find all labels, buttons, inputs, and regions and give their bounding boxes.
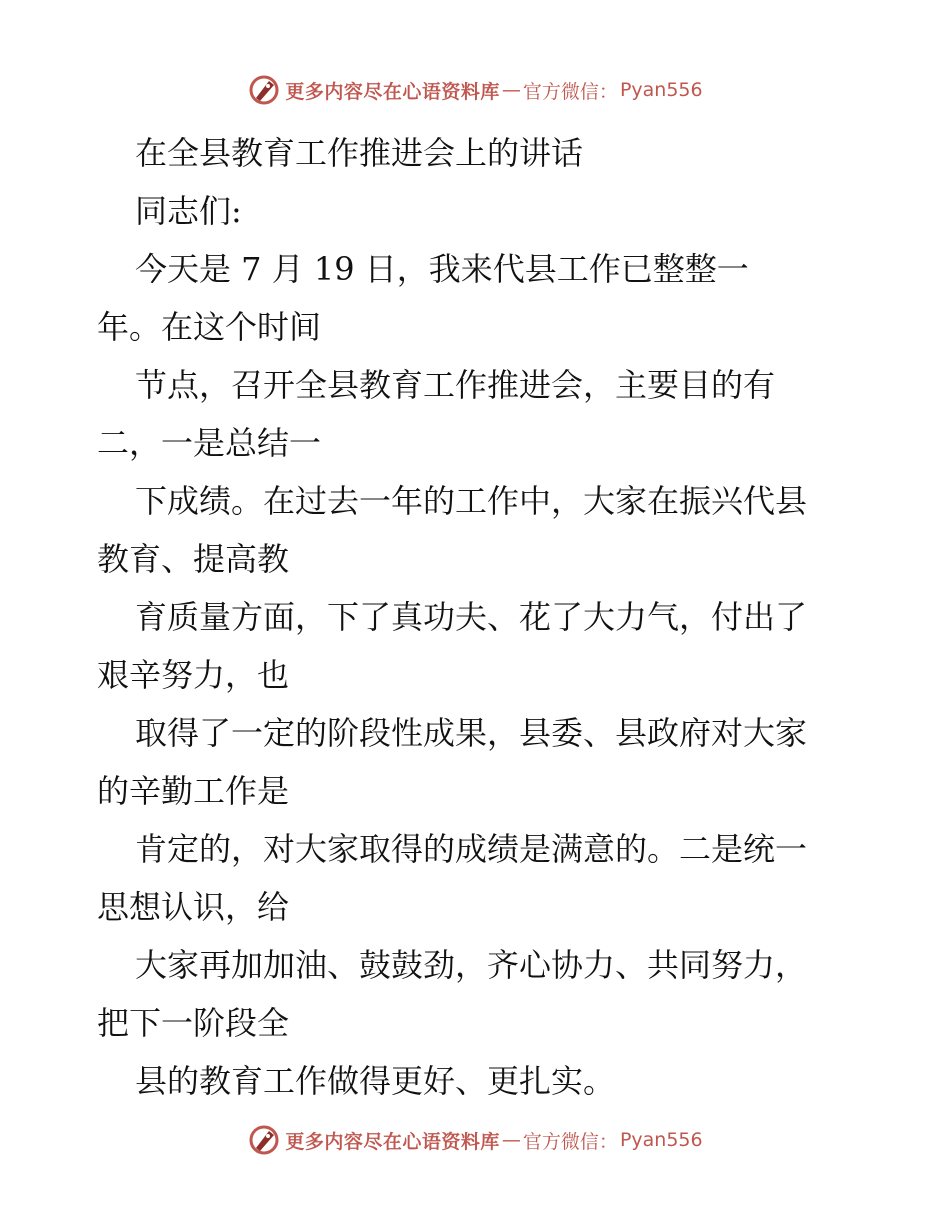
banner-dash: — — [501, 1129, 521, 1151]
banner-promo-text: 更多内容尽在心语资料库 — [285, 1130, 500, 1153]
header-watermark-banner — [0, 72, 950, 108]
paragraph-line: 节点，召开全县教育工作推进会，主要目的有 — [135, 366, 776, 404]
paragraph-line: 年。在这个时间 — [97, 308, 322, 346]
paragraph-line: 同志们: — [135, 192, 242, 230]
document-title: 在全县教育工作推进会上的讲话 — [135, 134, 584, 172]
banner-promo-text: 更多内容尽在心语资料库 — [285, 80, 500, 103]
banner-dash: — — [501, 79, 521, 101]
banner-wechat-label: 官方微信： — [522, 1130, 618, 1153]
paragraph-line: 育质量方面，下了真功夫、花了大力气，付出了 — [135, 598, 808, 636]
paragraph-line: 二，一是总结一 — [97, 424, 322, 462]
paragraph-line: 取得了一定的阶段性成果，县委、县政府对大家 — [135, 714, 808, 752]
paragraph-line: 把下一阶段全 — [97, 1004, 290, 1042]
document-body — [97, 124, 877, 1110]
paragraph-line: 大家再加加油、鼓鼓劲，齐心协力、共同努力， — [135, 946, 808, 984]
footer-watermark-banner — [0, 1122, 950, 1158]
paragraph-line: 肯定的，对大家取得的成绩是满意的。二是统一 — [135, 830, 808, 868]
paragraph-line: 的辛勤工作是 — [97, 772, 290, 810]
paragraph-line: 艰辛努力，也 — [97, 656, 290, 694]
banner-wechat-id: Pyan556 — [619, 1129, 703, 1151]
pen-nib-circle-icon — [247, 1123, 281, 1157]
paragraph-line: 下成绩。在过去一年的工作中，大家在振兴代县 — [135, 482, 808, 520]
paragraph-line: 思想认识，给 — [97, 888, 290, 926]
banner-wechat-label: 官方微信： — [522, 80, 618, 103]
banner-wechat-id: Pyan556 — [619, 79, 703, 101]
pen-nib-circle-icon — [247, 73, 281, 107]
paragraph-line: 县的教育工作做得更好、更扎实。 — [135, 1062, 616, 1100]
paragraph-line: 今天是 7 月 19 日，我来代县工作已整整一 — [135, 250, 749, 288]
paragraph-line: 教育、提高教 — [97, 540, 290, 578]
